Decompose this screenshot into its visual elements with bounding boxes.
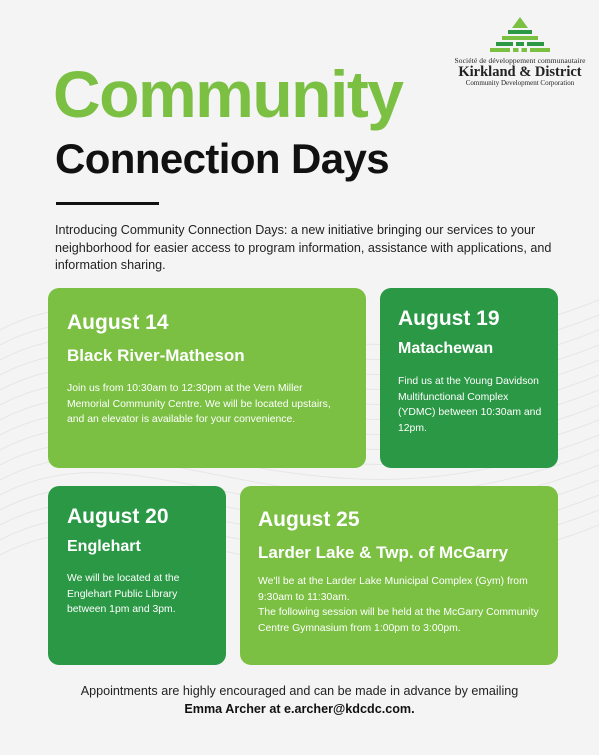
event-location: Larder Lake & Twp. of McGarry	[258, 543, 509, 562]
footer-text: Appointments are highly encouraged and can be made in advance by emailing	[80, 684, 519, 698]
event-card-august-14	[48, 288, 366, 468]
event-description	[258, 574, 544, 636]
title-community: Community	[53, 57, 403, 131]
intro-paragraph: Introducing Community Connection Days: a new initiative bringing our services to your neighborhood for easier access to program information, assistance with applications, and information sharing.	[55, 223, 552, 272]
event-card-august-20	[48, 486, 226, 665]
event-card-august-25	[240, 486, 558, 665]
event-date: August 20	[67, 505, 169, 528]
logo-english-name: Community Development Corporation	[465, 79, 575, 87]
title-underline	[56, 202, 159, 205]
event-description: Find us at the Young Davidson Multifunctional Complex (YDMC) between 10:30am and 12pm.	[398, 376, 542, 434]
event-description: Join us from 10:30am to 12:30pm at the Vern Miller Memorial Community Centre. We will be located upstairs, and an elevator is available for your convenience.	[67, 383, 331, 425]
event-location: Matachewan	[398, 340, 494, 357]
event-description-line-2: The following session will be held at the McGarry Community Centre Gymnasium from 1:00pm to 3:00pm.	[258, 607, 539, 634]
event-description-line-1: We'll be at the Larder Lake Municipal Complex (Gym) from 9:30am to 11:30am.	[258, 576, 528, 603]
event-date: August 14	[67, 311, 169, 334]
event-location: Black River-Matheson	[67, 346, 245, 365]
event-date: August 25	[258, 508, 360, 531]
logo-french-name: Société de développement communautaire	[454, 56, 586, 65]
footer	[0, 683, 599, 718]
logo-emblem-icon	[488, 16, 552, 54]
title-connection-days: Connection Days	[55, 135, 390, 182]
footer-contact: Emma Archer at e.archer@kdcdc.com.	[184, 701, 415, 716]
event-description: We will be located at the Englehart Public Library between 1pm and 3pm.	[67, 573, 180, 615]
event-location: Englehart	[67, 538, 141, 555]
kdcdc-logo	[450, 16, 590, 87]
event-date: August 19	[398, 307, 500, 330]
logo-org-name: Kirkland & District	[458, 64, 582, 80]
event-card-august-19	[380, 288, 558, 468]
